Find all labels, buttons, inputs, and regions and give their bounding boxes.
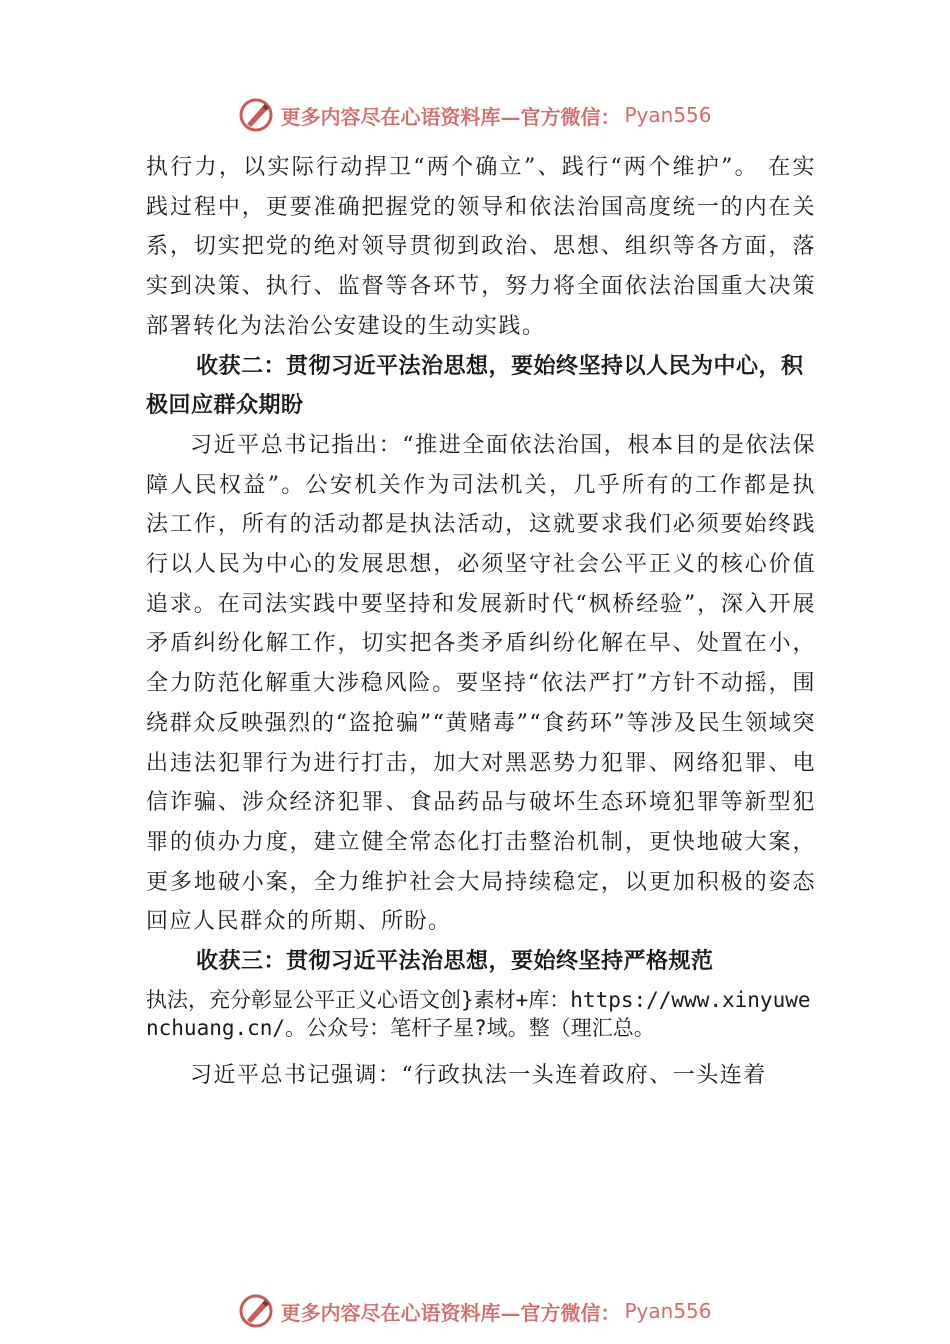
pen-logo-icon (238, 1293, 274, 1329)
banner-wechat-id: Pyan556 (624, 103, 712, 127)
footer-banner-wechat-id: Pyan556 (624, 1299, 712, 1323)
banner-main-text: 更多内容尽在心语资料库— (280, 104, 521, 129)
page-header-banner (0, 92, 950, 138)
page-footer-banner (0, 1288, 950, 1334)
footer-banner-main-text: 更多内容尽在心语资料库— (280, 1300, 521, 1325)
paragraph-4: 习近平总书记强调：“行政执法一头连着政府、一头连着 (190, 1062, 767, 1088)
pen-logo-icon (238, 97, 274, 133)
heading-harvest-three: 收获三：贯彻习近平法治思想，要始终坚持严格规范 (196, 949, 714, 975)
banner-wechat-label: 官方微信： (520, 104, 621, 129)
document-body (146, 148, 816, 1095)
paragraph-1: 执行力，以实际行动捍卫“两个确立”、践行“两个维护”。 在实践过程中，更要准确把握党的领导和依法治国高度统一的内在关系，切实把党的绝对领导贯彻到政治、思想、组织等各方面，落实到决策、执行、监督等各环节，努力将全面依法治国重大决策部署转化为法治公安建设的生动实践。 (146, 155, 816, 339)
paragraph-3-watermark-text: 执法，充分彰显公平正义心语文创}素材+库：https://www.xinyuwenchuang.cn/。公众号：笔杆子星?域。整（理汇总。 (146, 987, 811, 1040)
heading-harvest-two: 收获二：贯彻习近平法治思想，要始终坚持以人民为中心，积极回应群众期盼 (146, 353, 804, 419)
footer-banner-wechat-label: 官方微信： (520, 1300, 621, 1325)
paragraph-2: 习近平总书记指出：“推进全面依法治国，根本目的是依法保障人民权益”。公安机关作为司法机关，几乎所有的工作都是执法工作，所有的活动都是执法活动，这就要求我们必须要始终践行以人民为中心的发展思想，必须坚守社会公平正义的核心价值追求。在司法实践中要坚持和发展新时代“枫桥经验”，深入开展矛盾纠纷化解工作，切实把各类矛盾纠纷化解在早、处置在小，全力防范化解重大涉稳风险。要坚持“依法严打”方针不动摇，围绕群众反映强烈的“盗抢骗”“黄赌毒”“食药环”等涉及民生领域突出违法犯罪行为进行打击，加大对黑恶势力犯罪、网络犯罪、电信诈骗、涉众经济犯罪、食品药品与破坏生态环境犯罪等新型犯罪的侦办力度，建立健全常态化打击整治机制，更快地破大案，更多地破小案，全力维护社会大局持续稳定，以更加积极的姿态回应人民群众的所期、所盼。 (146, 432, 816, 935)
